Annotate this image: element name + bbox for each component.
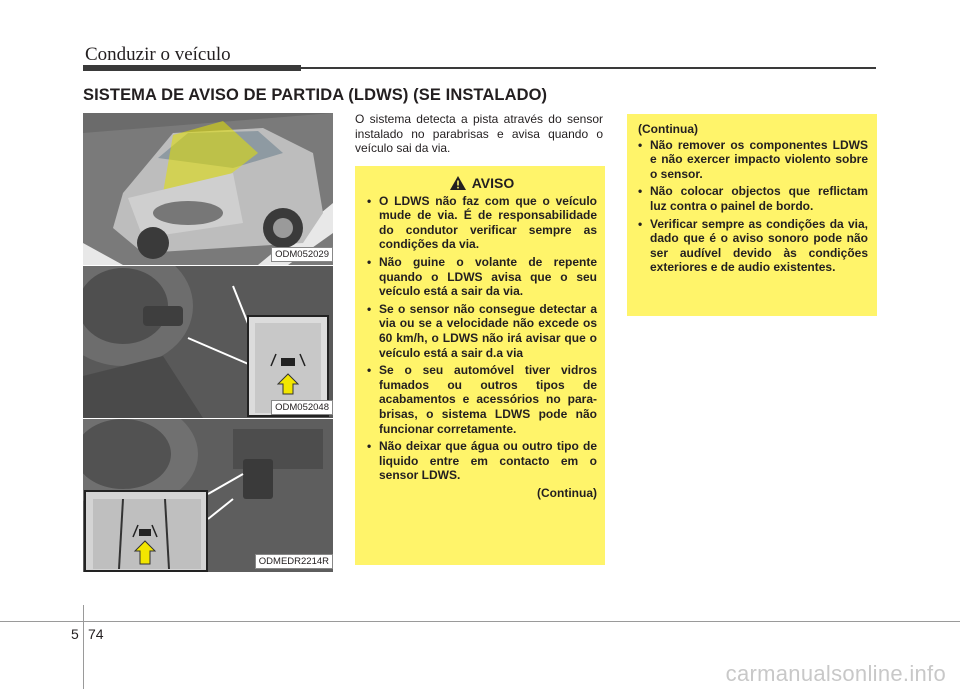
list-item: • Não guine o volante de repente quando o LDWS avisa que o seu veículo está a sair da via. xyxy=(367,255,597,299)
watermark: carmanualsonline.info xyxy=(725,661,946,686)
section-title: SISTEMA DE AVISO DE PARTIDA (LDWS) (SE INSTALADO) xyxy=(83,86,548,104)
image-code-1: ODM052029 xyxy=(271,247,333,262)
list-item: • Se o seu automóvel tiver vidros fumados ou outros tipos de acabamentos e acessórios no para-brisas, o sistema LDWS pode não funcionar corretamente. xyxy=(367,363,597,436)
footer-rule xyxy=(0,621,960,622)
intro-paragraph: O sistema detecta a pista através do sensor instalado no parabrisas e avisa quando o veículo sai da via. xyxy=(355,112,603,155)
warning-heading xyxy=(367,176,597,191)
list-item: • Não deixar que água ou outro tipo de liquido entre em contacto em o sensor LDWS. xyxy=(367,439,597,483)
warning-title: AVISO xyxy=(471,175,515,191)
ldws-switch-image xyxy=(83,266,333,418)
footer-divider xyxy=(83,605,84,689)
continued-heading: (Continua) xyxy=(638,122,698,136)
image-code-2: ODM052048 xyxy=(271,400,333,415)
image-code-3: ODMEDR2214R xyxy=(255,554,333,569)
ldws-switch-alt-image xyxy=(83,419,333,572)
list-item: • Não remover os componentes LDWS e não exercer impacto violento sobre o sensor. xyxy=(638,138,868,182)
chapter-title: Conduzir o veículo xyxy=(85,44,231,65)
list-item: • Se o sensor não consegue detectar a via ou se a velocidade não excede os 60 km/h, o LDWS não irá avisar que o veículo está a sair d.a via xyxy=(367,302,597,360)
header-rule-thick xyxy=(83,65,301,71)
list-item: • Não colocar objectos que reflictam luz contra o painel de bordo. xyxy=(638,184,868,213)
warning-list xyxy=(367,194,597,483)
page-number: 74 xyxy=(88,626,104,642)
dashboard-illustration xyxy=(83,266,333,418)
warning-triangle-icon xyxy=(450,176,466,190)
car-illustration xyxy=(83,113,333,265)
continued-list xyxy=(638,138,868,275)
dashboard-alt-illustration xyxy=(83,419,333,572)
chapter-number: 5 xyxy=(71,626,79,642)
warning-box xyxy=(355,166,605,565)
list-item: • O LDWS não faz com que o veículo mude de via. É de responsabilidade do condutor verificar sempre as condições da via. xyxy=(367,194,597,252)
header-rule-thin xyxy=(301,67,876,69)
warning-continued: (Continua) xyxy=(537,485,597,500)
continued-box xyxy=(627,114,877,316)
list-item: • Verificar sempre as condições da via, dado que é o aviso sonoro pode não ser audível devido às condições exteriores e de audio existentes. xyxy=(638,217,868,275)
car-sensor-image xyxy=(83,113,333,265)
